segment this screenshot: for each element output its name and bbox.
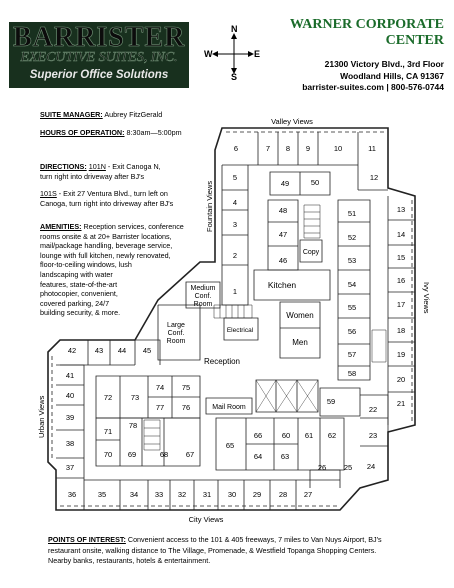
room-78: 78 xyxy=(128,421,138,430)
address-street: 21300 Victory Blvd., 3rd Floor xyxy=(324,59,444,69)
large-conf-line3: Room xyxy=(166,338,186,345)
room-48: 48 xyxy=(278,206,288,215)
room-34: 34 xyxy=(129,490,139,499)
room-74: 74 xyxy=(155,383,165,392)
copy-room-label: Copy xyxy=(302,249,320,256)
room-56: 56 xyxy=(347,327,357,336)
large-conf-line2: Conf. xyxy=(167,330,185,337)
company-line1: WARNER CORPORATE xyxy=(289,17,444,32)
room-59: 59 xyxy=(326,397,336,406)
room-5: 5 xyxy=(232,173,238,182)
room-12: 12 xyxy=(369,173,379,182)
directions-2 xyxy=(40,189,212,208)
room-37: 37 xyxy=(65,463,75,472)
compass-west: W xyxy=(204,49,213,59)
room-77: 77 xyxy=(155,403,165,412)
electrical-room-label: Electrical xyxy=(226,327,254,334)
room-44: 44 xyxy=(117,346,127,355)
room-25: 25 xyxy=(343,463,353,472)
room-20: 20 xyxy=(396,375,406,384)
room-17: 17 xyxy=(396,300,406,309)
room-33: 33 xyxy=(154,490,164,499)
poi-line-3: Nearby banks, restaurants, hotels & entertainment. xyxy=(48,556,211,565)
hours-label: HOURS OF OPERATION: xyxy=(40,128,125,137)
direction-2-route: 101S xyxy=(40,189,57,198)
room-38: 38 xyxy=(65,439,75,448)
mail-room-label: Mail Room xyxy=(212,404,246,411)
room-64: 64 xyxy=(253,452,263,461)
room-45: 45 xyxy=(142,346,152,355)
room-19: 19 xyxy=(396,350,406,359)
amenities-line: features, state-of-the-art xyxy=(40,279,118,289)
room-53: 53 xyxy=(347,256,357,265)
room-46: 46 xyxy=(278,256,288,265)
points-of-interest xyxy=(48,535,446,567)
ivy-views-label: Ivy Views xyxy=(422,282,431,314)
fountain-views-label: Fountain Views xyxy=(205,180,214,232)
room-57: 57 xyxy=(347,350,357,359)
compass-south: S xyxy=(231,72,238,82)
room-41: 41 xyxy=(65,371,75,380)
room-18: 18 xyxy=(396,326,406,335)
room-63: 63 xyxy=(280,452,290,461)
womens-restroom-label: Women xyxy=(286,311,314,320)
room-29: 29 xyxy=(252,490,262,499)
urban-views-label: Urban Views xyxy=(37,395,46,438)
city-views-label: City Views xyxy=(188,515,224,524)
hours-value: 8:30am—5:00pm xyxy=(126,128,182,137)
amenities xyxy=(40,222,210,318)
logo-tagline: Superior Office Solutions xyxy=(29,69,169,81)
room-65: 65 xyxy=(225,441,235,450)
room-70: 70 xyxy=(103,450,113,459)
room-51: 51 xyxy=(347,209,357,218)
room-15: 15 xyxy=(396,253,406,262)
room-21: 21 xyxy=(396,399,406,408)
room-31: 31 xyxy=(202,490,212,499)
poi-line-1: Convenient access to the 101 & 405 freeways, 7 miles to Van Nuys Airport, BJ's xyxy=(125,535,382,544)
room-3: 3 xyxy=(232,220,238,229)
room-2: 2 xyxy=(232,251,238,260)
direction-1-text-2: turn right into driveway after BJ's xyxy=(40,171,145,181)
company-line2: CENTER xyxy=(385,33,444,48)
room-9: 9 xyxy=(305,144,311,153)
room-66: 66 xyxy=(253,431,263,440)
room-23: 23 xyxy=(368,431,378,440)
room-4: 4 xyxy=(232,198,238,207)
room-16: 16 xyxy=(396,276,406,285)
direction-2-text: - Exit 27 Ventura Blvd., turn left on xyxy=(56,189,168,198)
room-54: 54 xyxy=(347,280,357,289)
room-60: 60 xyxy=(281,431,291,440)
room-71: 71 xyxy=(103,427,113,436)
amenities-line: building security, & more. xyxy=(40,308,121,318)
room-62: 62 xyxy=(327,431,337,440)
amenities-line: photocopier, convenient, xyxy=(40,289,118,299)
room-14: 14 xyxy=(396,230,406,239)
direction-2-text-2: Canoga, turn right into driveway after BJ's xyxy=(40,198,174,208)
direction-1-text: - Exit Canoga N, xyxy=(105,162,161,171)
medium-conf-line3: Room xyxy=(193,301,213,308)
room-10: 10 xyxy=(333,144,343,153)
room-61: 61 xyxy=(304,431,314,440)
room-32: 32 xyxy=(177,490,187,499)
amenities-line: floor-to-ceiling windows, lush xyxy=(40,260,132,270)
hours-of-operation xyxy=(40,128,182,138)
room-40: 40 xyxy=(65,391,75,400)
room-1: 1 xyxy=(232,287,238,296)
poi-label: POINTS OF INTEREST: xyxy=(48,535,126,544)
directions-1 xyxy=(40,162,212,181)
room-13: 13 xyxy=(396,205,406,214)
compass-north: N xyxy=(231,24,238,34)
room-73: 73 xyxy=(130,393,140,402)
suite-manager xyxy=(40,110,162,120)
room-28: 28 xyxy=(278,490,288,499)
mens-restroom-label: Men xyxy=(292,338,308,347)
amenities-line: lounge with full kitchen, newly renovated, xyxy=(40,250,171,260)
poi-line-2: restaurant onsite, walking distance to The Village, Promenade, & Westfield Topanga Shopping Centers. xyxy=(48,545,377,555)
room-68: 68 xyxy=(159,450,169,459)
room-72: 72 xyxy=(103,393,113,402)
large-conf-line1: Large xyxy=(167,322,185,329)
room-11: 11 xyxy=(368,144,376,153)
room-67: 67 xyxy=(185,450,195,459)
amenities-label: AMENITIES: xyxy=(40,222,82,231)
room-50: 50 xyxy=(310,178,320,187)
amenities-line: rooms onsite & at 20+ Barrister locations, xyxy=(40,231,172,241)
valley-views-label: Valley Views xyxy=(271,117,313,126)
room-47: 47 xyxy=(278,230,288,239)
room-26: 26 xyxy=(317,463,327,472)
room-49: 49 xyxy=(280,179,290,188)
room-6: 6 xyxy=(233,144,239,153)
room-24: 24 xyxy=(366,462,376,471)
room-42: 42 xyxy=(67,346,77,355)
medium-conf-line1: Medium xyxy=(190,285,216,292)
room-76: 76 xyxy=(181,403,191,412)
room-43: 43 xyxy=(94,346,104,355)
directions-label: DIRECTIONS: xyxy=(40,162,87,171)
amenities-line: landscaping with water xyxy=(40,269,113,279)
suite-manager-value: Aubrey FitzGerald xyxy=(104,110,163,119)
room-35: 35 xyxy=(97,490,107,499)
compass-east: E xyxy=(254,49,261,59)
room-27: 27 xyxy=(303,490,313,499)
room-75: 75 xyxy=(181,383,191,392)
amenities-line: Reception services, conference xyxy=(81,222,184,231)
room-69: 69 xyxy=(127,450,137,459)
kitchen-label: Kitchen xyxy=(267,280,297,290)
room-7: 7 xyxy=(265,144,271,153)
room-36: 36 xyxy=(67,490,77,499)
medium-conf-line2: Conf. xyxy=(194,293,212,300)
room-39: 39 xyxy=(65,413,75,422)
contact-line: barrister-suites.com | 800-576-0744 xyxy=(302,82,444,92)
logo-title: BARRISTER xyxy=(13,22,186,53)
room-58: 58 xyxy=(347,369,357,378)
logo-subtitle: EXECUTIVE SUITES, INC. xyxy=(20,50,178,65)
direction-1-route: 101N xyxy=(88,162,106,171)
room-30: 30 xyxy=(227,490,237,499)
room-22: 22 xyxy=(368,405,378,414)
room-55: 55 xyxy=(347,303,357,312)
address-city: Woodland Hills, CA 91367 xyxy=(340,70,444,81)
reception-label: Reception xyxy=(203,357,241,366)
amenities-line: mail/package handling, beverage service, xyxy=(40,241,173,251)
suite-manager-label: SUITE MANAGER: xyxy=(40,110,103,119)
room-8: 8 xyxy=(285,144,291,153)
amenities-line: covered parking, 24/7 xyxy=(40,298,110,308)
room-52: 52 xyxy=(347,233,357,242)
